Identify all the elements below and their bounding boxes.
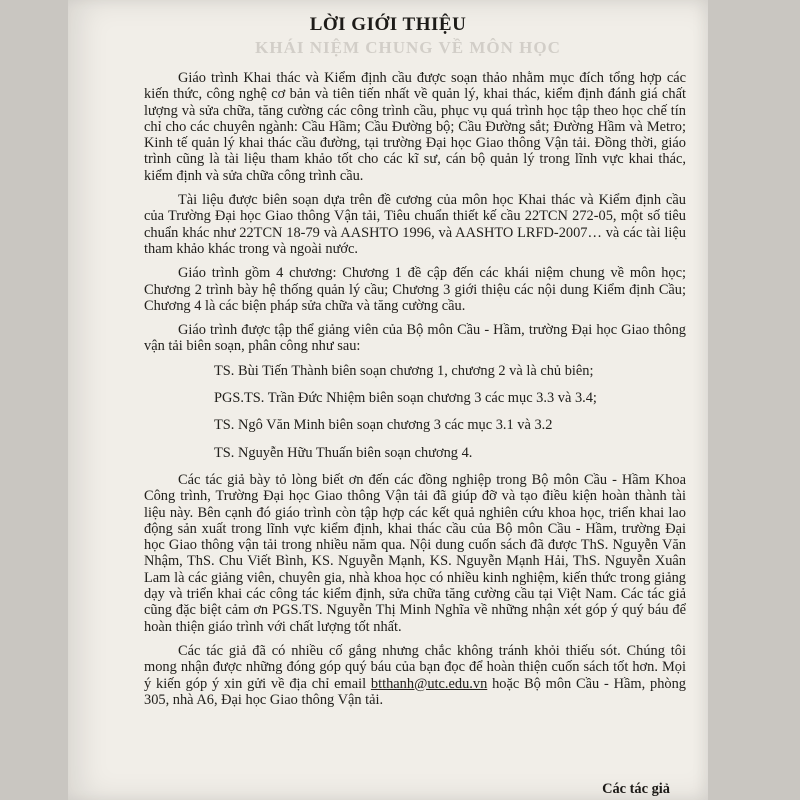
body-text bbox=[144, 70, 686, 716]
credit-line: TS. Ngô Văn Minh biên soạn chương 3 các mục 3.1 và 3.2 bbox=[214, 417, 553, 434]
signature: Các tác giả bbox=[602, 781, 670, 797]
page-title: LỜI GIỚI THIỆU bbox=[309, 14, 467, 35]
bleed-through-heading: KHÁI NIỆM CHUNG VỀ MÔN HỌC bbox=[255, 38, 561, 57]
closing-text-after-email: hoặc Bộ môn Cầu - Hầm, phòng 305, nhà A6, Đại học Giao thông Vận tải. bbox=[144, 675, 686, 708]
credit-line: TS. Nguyễn Hữu Thuấn biên soạn chương 4. bbox=[214, 444, 473, 461]
credit-line: PGS.TS. Trần Đức Nhiệm biên soạn chương 3 các mục 3.3 và 3.4; bbox=[214, 390, 597, 407]
credit-line: TS. Bùi Tiến Thành biên soạn chương 1, chương 2 và là chủ biên; bbox=[214, 362, 594, 379]
closing-text-before-email: Các tác giả đã có nhiều cố gắng nhưng chắc không tránh khỏi thiếu sót. Chúng tôi mong nhận được những đóng góp quý báu của bạn đọc để hoàn thiện cuốn sách tốt hơn. Mọi ý kiến góp ý xin gửi về địa chỉ email bbox=[144, 642, 686, 692]
paragraph-sources: Tài liệu được biên soạn dựa trên đề cương của môn học Khai thác và Kiểm định cầu của Trường Đại học Giao thông Vận tải, Tiêu chuẩn thiết kế cầu 22TCN 272-05, một số tiêu chuẩn khác như 22TCN 18-79 và AASHTO 1996, và AASHTO LRFD-2007… và các tài liệu tham khảo khác trong và ngoài nước. bbox=[144, 192, 686, 257]
book-page bbox=[68, 0, 708, 800]
contact-email: btthanh@utc.edu.vn bbox=[370, 675, 488, 692]
paragraph-closing bbox=[144, 643, 686, 708]
paragraph-chapters: Giáo trình gồm 4 chương: Chương 1 đề cập đến các khái niệm chung về môn học; Chương 2 trình bày hệ thống quản lý cầu; Chương 3 giới thiệu các nội dung Kiểm định Cầu; Chương 4 là các biện pháp sửa chữa và tăng cường cầu. bbox=[144, 265, 686, 314]
paragraph-thanks: Các tác giả bày tỏ lòng biết ơn đến các đồng nghiệp trong Bộ môn Cầu - Hầm Khoa Công trình, Trường Đại học Giao thông Vận tải đã giúp đỡ và tạo điều kiện hoàn thành tài liệu này. Bên cạnh đó giáo trình còn tập hợp các kết quả nghiên cứu khoa học, triển khai lao động sản xuất trong lĩnh vực kiểm định, khai thác cầu của Bộ môn Cầu - Hầm, trường Đại học Giao thông vận tải trong nhiều năm qua. Nội dung cuốn sách đã được ThS. Nguyễn Văn Nhậm, ThS. Chu Viết Bình, KS. Nguyễn Mạnh, KS. Nguyễn Mạnh Hải, ThS. Nguyễn Xuân Lam là các giảng viên, chuyên gia, nhà khoa học có nhiều kinh nghiệm, kiến thức trong giảng dạy và triển khai các công tác kiểm định, sửa chữa tăng cường cầu tại Việt Nam. Các tác giả cũng đặc biệt cảm ơn PGS.TS. Nguyễn Thị Minh Nghĩa về những nhận xét góp ý quý báu để hoàn thiện giáo trình với chất lượng tốt nhất. bbox=[144, 471, 686, 635]
paragraph-purpose: Giáo trình Khai thác và Kiểm định cầu được soạn thảo nhằm mục đích tổng hợp các kiến thức, công nghệ cơ bản và tiên tiến nhất về quản lý, khai thác, kiểm định đánh giá chất lượng và sửa chữa, tăng cường các công trình cầu, phục vụ quá trình học tập theo học chế tín chỉ cho các chuyên ngành: Cầu Hầm; Cầu Đường bộ; Cầu Đường sắt; Đường Hầm và Metro; Kinh tế quản lý khai thác cầu đường, tại trường Đại học Giao thông Vận tải. Đồng thời, giáo trình cũng là tài liệu tham khảo tốt cho các kĩ sư, cán bộ quản lý trong lĩnh vực khai thác, kiểm định và sửa chữa công trình cầu. bbox=[144, 70, 686, 184]
paragraph-authors-intro: Giáo trình được tập thể giảng viên của Bộ môn Cầu - Hầm, trường Đại học Giao thông vận tải biên soạn, phân công như sau: bbox=[144, 322, 686, 355]
